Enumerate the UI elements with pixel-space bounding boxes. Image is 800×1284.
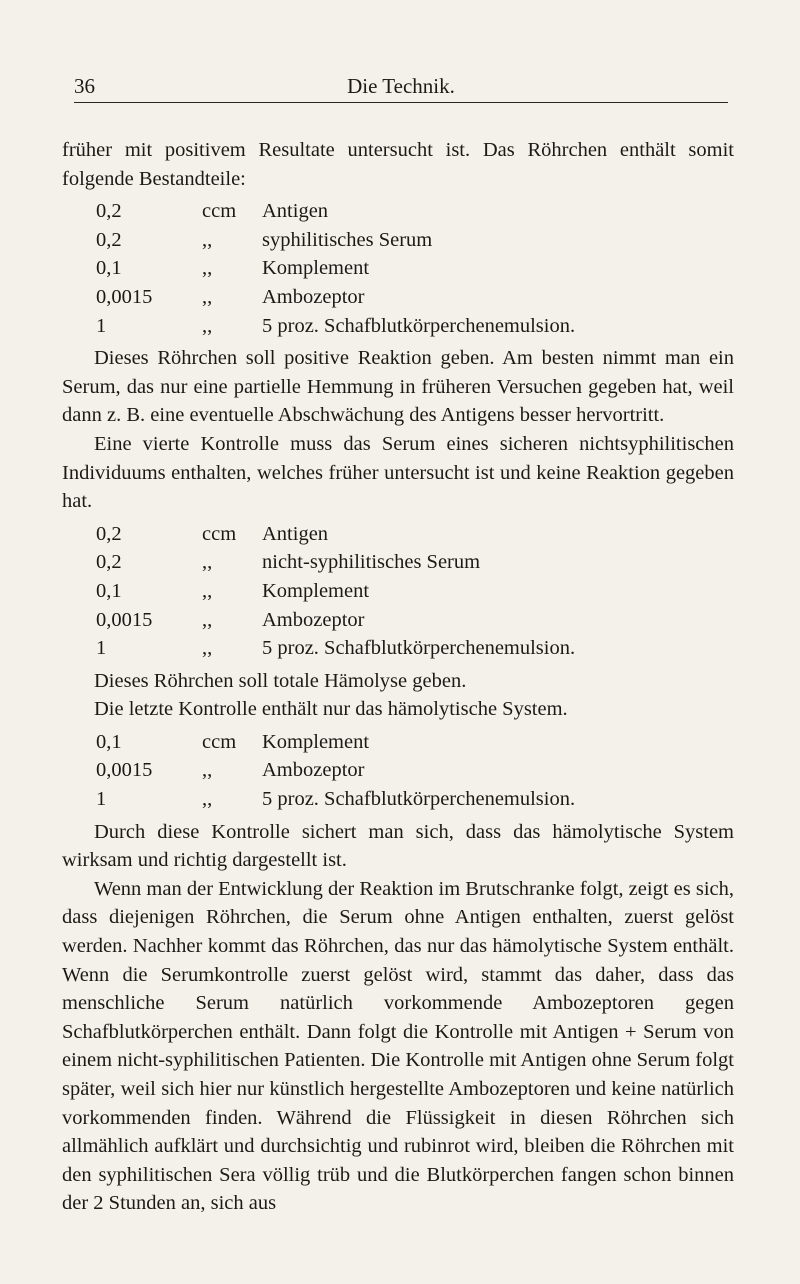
ingredient-name: Ambozeptor bbox=[262, 759, 365, 782]
ingredient-row bbox=[62, 226, 734, 255]
ingredient-name: nicht-syphilitisches Serum bbox=[262, 551, 481, 574]
running-title: Die Technik. bbox=[347, 74, 455, 98]
ingredient-unit: ,, bbox=[202, 637, 213, 660]
ingredient-row bbox=[62, 283, 734, 312]
ingredient-row bbox=[62, 756, 734, 785]
ingredient-row bbox=[62, 728, 734, 757]
ingredient-row bbox=[62, 606, 734, 635]
paragraph: Die letzte Kontrolle enthält nur das hämolytische System. bbox=[94, 698, 568, 721]
ingredient-name: Antigen bbox=[262, 200, 329, 223]
ingredient-amount: 0,0015 bbox=[96, 285, 153, 308]
paragraph: Dieses Röhrchen soll positive Reaktion geben. Am besten nimmt man ein Serum, das nur eine partielle Hemmung in früheren Versuchen gegeben hat, weil dann z. B. eine eventuelle Abschwächung des Antigens besser hervortritt. bbox=[62, 347, 734, 427]
ingredient-list bbox=[62, 728, 734, 814]
ingredient-name: 5 proz. Schafblutkörperchenemulsion. bbox=[262, 637, 576, 660]
ingredient-amount: 1 bbox=[96, 788, 107, 811]
ingredient-list bbox=[62, 520, 734, 663]
paragraph: Dieses Röhrchen soll totale Hämolyse geben. bbox=[94, 669, 467, 692]
ingredient-amount: 1 bbox=[96, 637, 107, 660]
ingredient-amount: 0,2 bbox=[96, 551, 122, 574]
ingredient-amount: 0,1 bbox=[96, 257, 122, 280]
ingredient-name: Komplement bbox=[262, 257, 370, 280]
ingredient-row bbox=[62, 197, 734, 226]
ingredient-unit: ,, bbox=[202, 228, 213, 251]
paragraph: Eine vierte Kontrolle muss das Serum eines sicheren nichtsyphilitischen Individuums enthalten, welches früher untersucht ist und keine Reaktion gegeben hat. bbox=[62, 432, 734, 513]
paragraph: Durch diese Kontrolle sichert man sich, dass das hämolytische System wirksam und richtig dargestellt ist. bbox=[62, 820, 734, 872]
ingredient-unit: ccm bbox=[202, 730, 237, 753]
paragraph: früher mit positivem Resultate untersucht ist. Das Röhrchen enthält somit folgende Bestandteile: bbox=[62, 139, 734, 190]
ingredient-unit: ,, bbox=[202, 608, 213, 631]
ingredient-amount: 0,1 bbox=[96, 579, 122, 602]
page-number: 36 bbox=[74, 74, 95, 98]
page-header bbox=[74, 68, 728, 103]
ingredient-name: 5 proz. Schafblutkörperchenemulsion. bbox=[262, 314, 576, 337]
ingredient-unit: ccm bbox=[202, 522, 237, 545]
ingredient-amount: 0,2 bbox=[96, 200, 122, 223]
ingredient-list bbox=[62, 197, 734, 340]
ingredient-row bbox=[62, 548, 734, 577]
ingredient-unit: ,, bbox=[202, 285, 213, 308]
ingredient-unit: ,, bbox=[202, 759, 213, 782]
ingredient-row bbox=[62, 520, 734, 549]
ingredient-name: Komplement bbox=[262, 730, 370, 753]
ingredient-name: Antigen bbox=[262, 522, 329, 545]
ingredient-row bbox=[62, 312, 734, 341]
ingredient-name: Ambozeptor bbox=[262, 285, 365, 308]
ingredient-unit: ,, bbox=[202, 579, 213, 602]
ingredient-unit: ,, bbox=[202, 551, 213, 574]
ingredient-row bbox=[62, 577, 734, 606]
ingredient-row bbox=[62, 785, 734, 814]
ingredient-amount: 0,2 bbox=[96, 228, 122, 251]
ingredient-amount: 0,0015 bbox=[96, 608, 153, 631]
ingredient-name: syphilitisches Serum bbox=[262, 228, 433, 251]
ingredient-unit: ,, bbox=[202, 314, 213, 337]
ingredient-amount: 1 bbox=[96, 314, 107, 337]
ingredient-amount: 0,1 bbox=[96, 730, 122, 753]
ingredient-name: Ambozeptor bbox=[262, 608, 365, 631]
ingredient-amount: 0,0015 bbox=[96, 759, 153, 782]
ingredient-row bbox=[62, 254, 734, 283]
ingredient-name: Komplement bbox=[262, 579, 370, 602]
ingredient-unit: ccm bbox=[202, 200, 237, 223]
ingredient-name: 5 proz. Schafblutkörperchenemulsion. bbox=[262, 788, 576, 811]
ingredient-unit: ,, bbox=[202, 788, 213, 811]
ingredient-unit: ,, bbox=[202, 257, 213, 280]
ingredient-row bbox=[62, 634, 734, 663]
ingredient-amount: 0,2 bbox=[96, 522, 122, 545]
page-body bbox=[62, 136, 734, 1218]
paragraph: Wenn man der Entwicklung der Reaktion im Brutschranke folgt, zeigt es sich, dass diejenigen Röhrchen, die Serum ohne Antigen enthalten, zuerst gelöst werden. Nachher kommt das Röhrchen, das nur das hämolytische System enthält. Wenn die Serumkontrolle zuerst gelöst wird, stammt das daher, dass das menschliche Serum natürlich vorkommende Ambozeptoren gegen Schafblutkörperchen enthält. Dann folgt die Kontrolle mit Antigen + Serum von einem nicht-syphilitischen Patienten. Die Kontrolle mit Antigen ohne Serum folgt später, weil sich hier nur künstlich hergestellte Ambozeptoren und keine natürlich vorkommenden finden. Während die Flüssigkeit in diesen Röhrchen sich allmählich aufklärt und durchsichtig und rubinrot wird, bleiben die Röhrchen mit den syphilitischen Sera völlig trüb und die Blutkörperchen fangen schon binnen der 2 Stunden an, sich aus bbox=[62, 877, 734, 1215]
